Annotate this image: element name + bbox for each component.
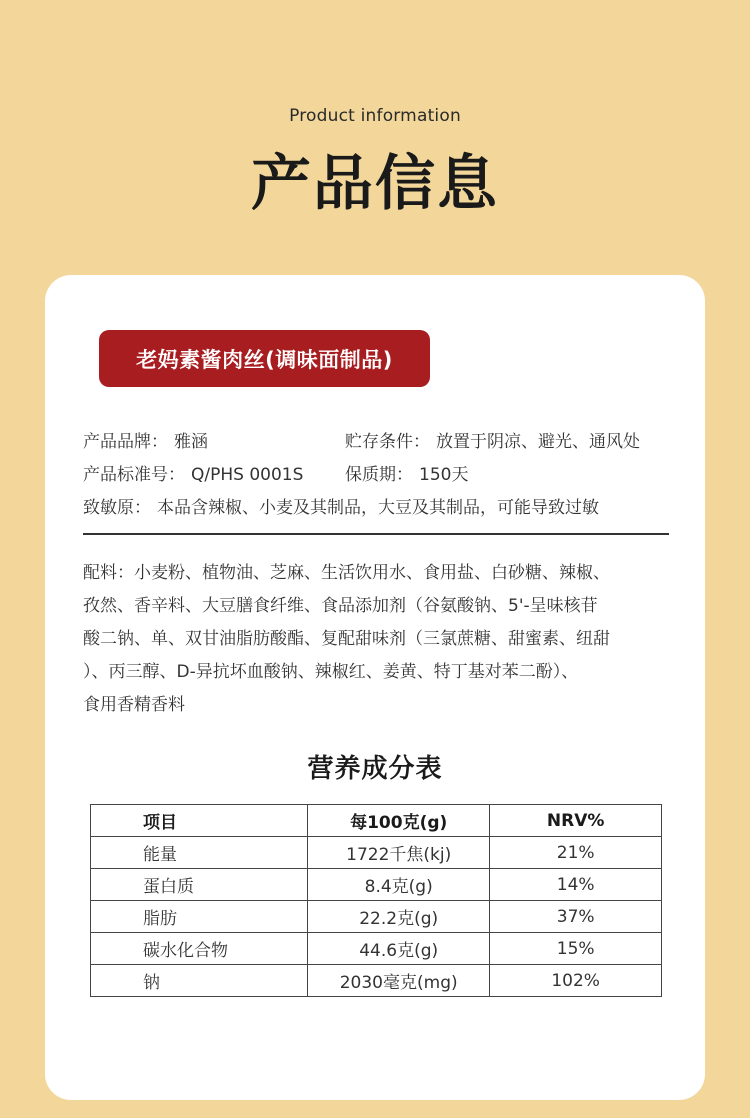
ingredients-line: 孜然、香辛料、大豆膳食纤维、食品添加剂（谷氨酸钠、5'-呈味核苷: [83, 596, 598, 616]
brand-row: [83, 427, 208, 452]
nutrient-nrv: 15%: [490, 933, 662, 965]
page-subtitle-en: Product information: [289, 106, 461, 126]
storage-label: 贮存条件：: [345, 432, 430, 452]
nutrient-name: 能量: [91, 837, 308, 869]
nutrition-table-title: 营养成分表: [307, 754, 443, 784]
table-row: [91, 837, 662, 869]
nutrient-amount: 2030毫克(mg): [308, 965, 490, 997]
shelf-life-row: [345, 460, 468, 485]
ingredients-line: 食用香精香料: [83, 695, 185, 715]
header-nrv: NRV%: [490, 805, 662, 837]
nutrient-amount: 8.4克(g): [308, 869, 490, 901]
storage-row: [345, 427, 640, 452]
standard-label: 产品标准号：: [83, 465, 185, 485]
table-header-row: [91, 805, 662, 837]
nutrient-amount: 22.2克(g): [308, 901, 490, 933]
brand-value: 雅涵: [174, 432, 208, 452]
product-name-tag: 老妈素酱肉丝(调味面制品): [99, 330, 430, 387]
nutrient-name: 碳水化合物: [91, 933, 308, 965]
ingredients-line: ）、丙三醇、D-异抗坏血酸钠、辣椒红、姜黄、特丁基对苯二酚）、: [83, 662, 579, 682]
nutrient-nrv: 37%: [490, 901, 662, 933]
table-row: [91, 901, 662, 933]
standard-value: Q/PHS 0001S: [191, 465, 304, 485]
allergen-value: 本品含辣椒、小麦及其制品，大豆及其制品，可能导致过敏: [157, 498, 599, 518]
table-row: [91, 965, 662, 997]
shelf-life-label: 保质期：: [345, 465, 413, 485]
nutrition-table: [90, 804, 662, 997]
allergen-label: 致敏原：: [83, 498, 151, 518]
nutrient-nrv: 102%: [490, 965, 662, 997]
page-title: 产品信息: [251, 149, 499, 219]
nutrient-name: 脂肪: [91, 901, 308, 933]
header-item: 项目: [91, 805, 308, 837]
ingredients-line: 酸二钠、单、双甘油脂肪酸酯、复配甜味剂（三氯蔗糖、甜蜜素、纽甜: [83, 629, 610, 649]
ingredients-block: [83, 557, 675, 722]
allergen-row: [83, 493, 599, 518]
table-row: [91, 869, 662, 901]
table-row: [91, 933, 662, 965]
storage-value: 放置于阴凉、避光、通风处: [436, 432, 640, 452]
brand-label: 产品品牌：: [83, 432, 168, 452]
header-per-100g: 每100克(g): [308, 805, 490, 837]
divider: [83, 533, 669, 535]
standard-row: [83, 460, 303, 485]
nutrient-nrv: 14%: [490, 869, 662, 901]
nutrient-amount: 44.6克(g): [308, 933, 490, 965]
product-info-card: [45, 275, 705, 1100]
shelf-life-value: 150天: [419, 465, 469, 485]
ingredients-line: 配料：小麦粉、植物油、芝麻、生活饮用水、食用盐、白砂糖、辣椒、: [83, 563, 610, 583]
nutrient-nrv: 21%: [490, 837, 662, 869]
nutrient-name: 钠: [91, 965, 308, 997]
nutrient-amount: 1722千焦(kj): [308, 837, 490, 869]
nutrient-name: 蛋白质: [91, 869, 308, 901]
